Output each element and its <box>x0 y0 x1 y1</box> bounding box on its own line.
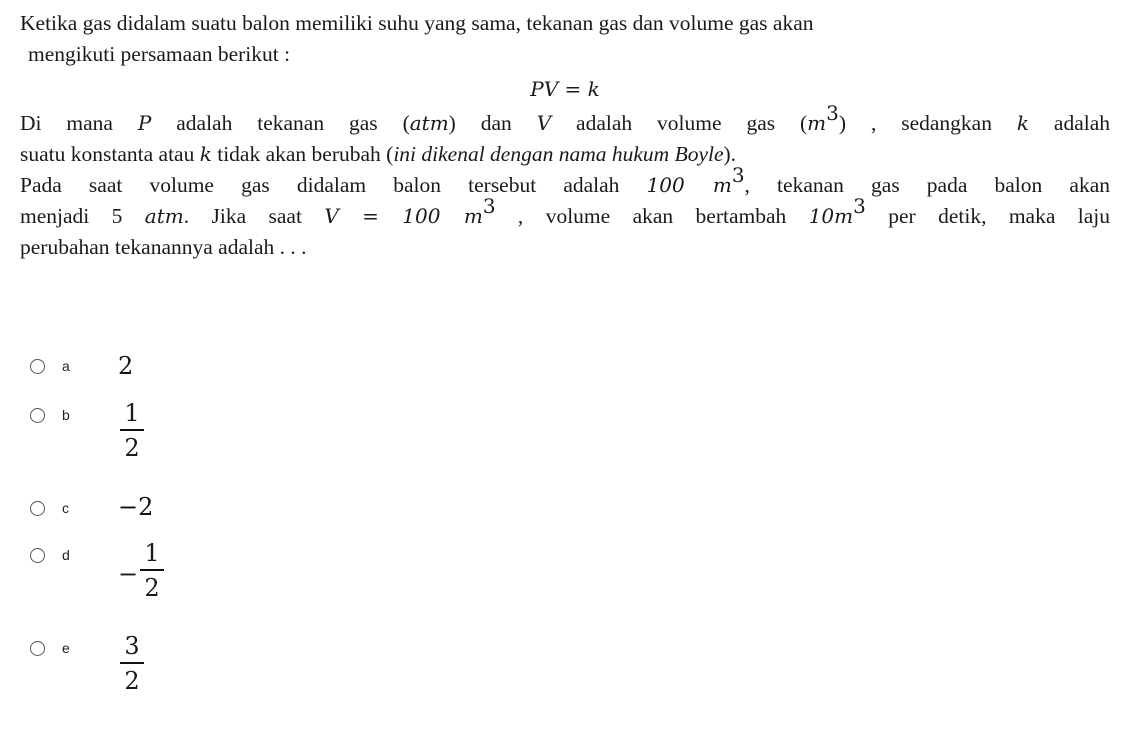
math-rate: 10m <box>808 204 854 228</box>
option-e[interactable] <box>30 633 230 713</box>
option-value: 2 <box>118 352 134 380</box>
radio-button[interactable] <box>30 408 45 423</box>
question-line-5 <box>20 162 1110 201</box>
text-segment: , volume akan bertambah <box>495 204 809 228</box>
math-k: k <box>199 142 212 166</box>
radio-button[interactable] <box>30 359 45 374</box>
question-line-1: Ketika gas didalam suatu balon memiliki suhu yang sama, tekanan gas dan volume gas akan <box>20 11 814 35</box>
text-segment: , tekanan gas pada balon akan <box>744 173 1110 197</box>
question-line-7: perubahan tekanannya adalah . . . <box>20 235 307 259</box>
fraction-numerator: 1 <box>144 539 160 567</box>
option-letter: c <box>62 500 69 516</box>
text-segment: per detik, maka laju <box>865 204 1111 228</box>
text-segment: . Jika saat <box>183 204 325 228</box>
option-letter: a <box>62 358 70 374</box>
question-line-6 <box>20 193 1111 232</box>
italic-note: ini dikenal dengan nama hukum Boyle <box>393 142 724 166</box>
exponent: 3 <box>826 100 839 125</box>
text-segment: adalah tekanan gas ( <box>151 111 410 135</box>
option-letter: e <box>62 640 70 656</box>
fraction-numerator: 1 <box>124 399 140 427</box>
minus-sign: − <box>118 560 139 588</box>
exponent: 3 <box>482 193 496 218</box>
radio-button[interactable] <box>30 641 45 656</box>
text-segment: ) , sedangkan <box>838 111 1017 135</box>
radio-button[interactable] <box>30 548 45 563</box>
math-k: k <box>1016 111 1029 135</box>
math-m: m <box>807 111 827 135</box>
text-segment: Di mana <box>20 111 138 135</box>
exponent: 3 <box>731 162 745 187</box>
text-segment: Pada saat volume gas didalam balon tersebut adalah <box>20 173 647 197</box>
fraction-bar <box>120 429 144 431</box>
option-c[interactable] <box>30 493 230 527</box>
question-line-3 <box>20 100 1111 139</box>
math-V: V <box>536 111 552 135</box>
math-P: P <box>137 111 152 135</box>
math-equation: V = 100 m <box>324 204 483 228</box>
option-a[interactable] <box>30 350 230 384</box>
option-value: −2 <box>118 493 154 521</box>
fraction <box>118 400 146 461</box>
text-segment: tidak akan berubah ( <box>211 142 394 166</box>
option-d[interactable] <box>30 540 230 620</box>
fraction-denominator: 2 <box>124 667 140 695</box>
radio-button[interactable] <box>30 501 45 516</box>
option-letter: d <box>62 547 70 563</box>
fraction-denominator: 2 <box>124 434 140 462</box>
fraction-bar <box>120 662 144 664</box>
option-b[interactable] <box>30 400 230 480</box>
text-segment: ). <box>723 142 737 166</box>
formula-text: PV = k <box>530 77 600 101</box>
text-segment: adalah volume gas ( <box>551 111 808 135</box>
question-line-2: mengikuti persamaan berikut : <box>28 42 291 66</box>
fraction <box>118 633 146 694</box>
fraction-numerator: 3 <box>124 632 140 660</box>
math-volume: 100 m <box>646 173 732 197</box>
fraction-denominator: 2 <box>144 574 160 602</box>
text-segment: suatu konstanta atau <box>20 142 200 166</box>
option-letter: b <box>62 407 70 423</box>
math-atm: atm <box>144 204 184 228</box>
question-text <box>20 8 1110 263</box>
question-line-4 <box>20 139 1110 170</box>
math-atm: atm <box>409 111 449 135</box>
text-segment: ) dan <box>448 111 537 135</box>
formula <box>20 70 1110 108</box>
exponent: 3 <box>853 193 866 218</box>
fraction-bar <box>140 569 164 571</box>
text-segment: menjadi 5 <box>20 204 145 228</box>
text-segment: adalah <box>1029 111 1111 135</box>
fraction <box>138 540 166 601</box>
